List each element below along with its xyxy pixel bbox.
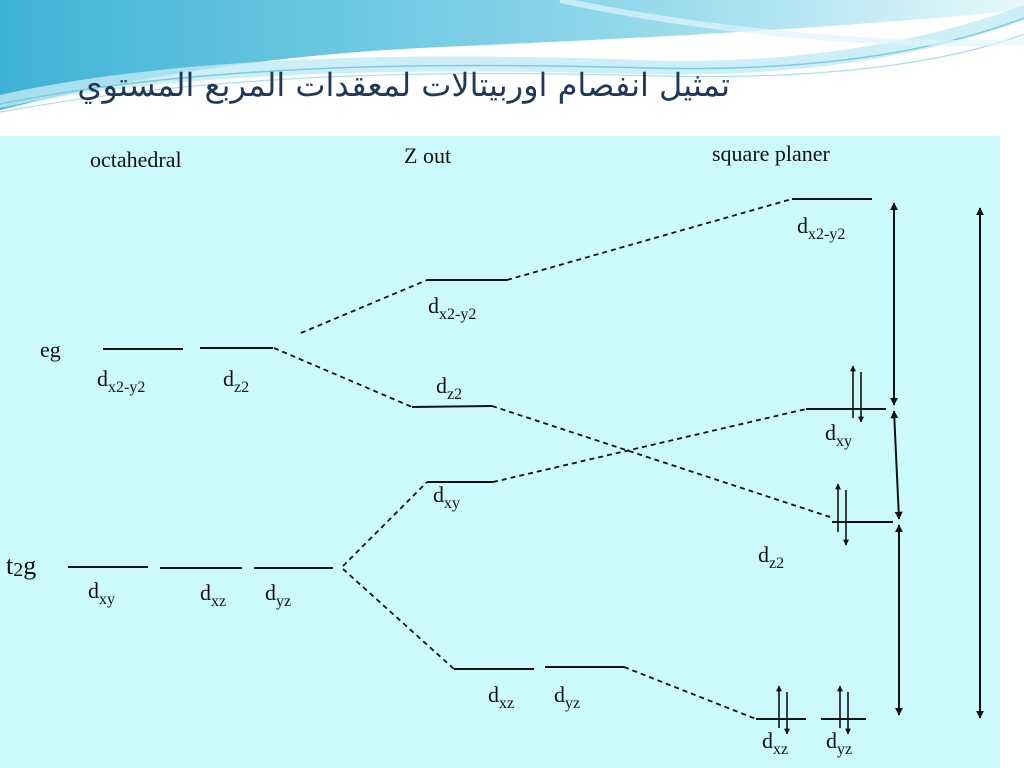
oct-dxz-label: $d_{xz}$: [200, 580, 227, 610]
corr-zout-dxy-to-sp: [493, 409, 806, 482]
oct-dyz-label: $d_{yz}$: [265, 580, 292, 610]
zout-dxz-label: $d_{xz}$: [488, 682, 515, 712]
corr-t2g-to-zout-dxy: [343, 482, 427, 566]
t2g-label: t2g: [6, 551, 37, 581]
sp-dxz-label: $d_{xz}$: [762, 728, 789, 758]
z-out-heading: Z out: [404, 143, 452, 168]
eg-label: eg: [40, 337, 61, 362]
oct-dx2y2-label: $d_{x2-y2}$: [97, 366, 146, 396]
gap-arrow-dxy-dz2: [894, 411, 899, 519]
square-planar-heading: square planer: [712, 141, 830, 166]
sp-dx2y2-label: $d_{x2-y2}$: [797, 213, 846, 243]
oct-dz2-label: $d_{z2}$: [223, 366, 250, 396]
corr-t2g-to-zout-dxz: [343, 569, 454, 669]
oct-dxy-label: $d_{xy}$: [88, 578, 115, 608]
zout-dyz-label: $d_{yz}$: [554, 682, 581, 712]
sp-dyz-label: $d_{yz}$: [826, 728, 853, 758]
corr-zout-dz2-to-sp: [492, 406, 830, 517]
corr-zout-dyz-to-sp: [624, 667, 756, 719]
corr-zout-dx2y2-to-sp: [507, 199, 792, 280]
zout-dz2-label: $d_{z2}$: [436, 373, 463, 403]
corr-eg-to-zout-dz2: [274, 348, 412, 407]
zout-dz2-level: [412, 406, 492, 407]
corr-eg-to-zout-dx2y2: [301, 280, 427, 333]
zout-dxy-label: $d_{xy}$: [433, 482, 460, 512]
sp-dz2-label: $d_{z2}$: [758, 542, 785, 572]
slide-title: تمثيل انفصام اوربيتالات لمعقدات المربع المستوي: [77, 66, 730, 104]
zout-dx2y2-label: $d_{x2-y2}$: [428, 293, 477, 323]
sp-dxy-label: $d_{xy}$: [825, 420, 852, 450]
octahedral-heading: octahedral: [90, 147, 182, 172]
